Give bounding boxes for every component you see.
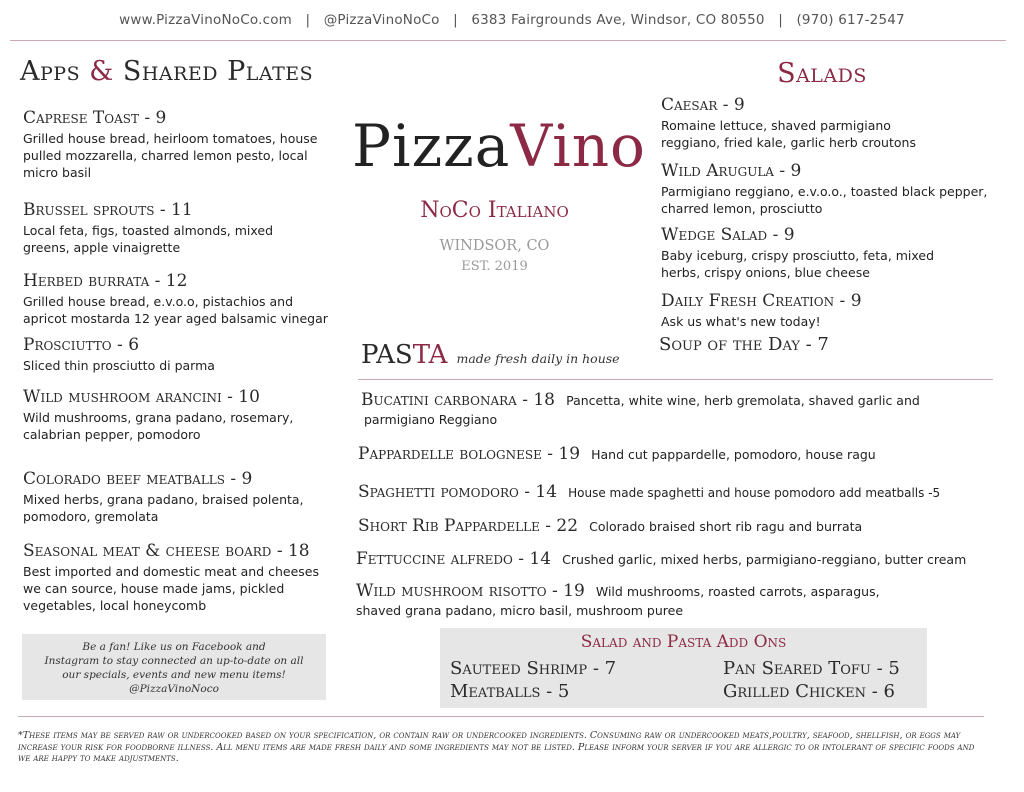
item-title: Seasonal meat & cheese board - 18	[23, 541, 310, 561]
pasta-item-short-rib	[358, 516, 862, 536]
logo-location: WINDSOR, CO	[439, 238, 550, 254]
item-desc: Romaine lettuce, shaved parmigiano reggiano, fried kale, garlic herb croutons	[661, 118, 916, 150]
logo-pizza: Pizza	[352, 112, 511, 180]
item-title: Wild mushroom arancini - 10	[23, 387, 260, 407]
logo	[352, 112, 646, 180]
addon-meatballs: Meatballs - 5	[450, 681, 570, 702]
item-title: Wedge Salad - 9	[661, 225, 795, 245]
item-desc: Best imported and domestic meat and cheeses we can source, house made jams, pickled vegetables, local honeycomb	[23, 564, 319, 613]
logo-vino: Vino	[510, 112, 646, 180]
item-desc: Local feta, figs, toasted almonds, mixed greens, apple vinaigrette	[23, 223, 274, 255]
item-desc: Wild mushrooms, roasted carrots, asparagus,	[595, 584, 880, 599]
salads-heading: Salads	[777, 58, 867, 89]
address: 6383 Fairgrounds Ave, Windsor, CO 80550	[471, 12, 765, 28]
separator: |	[453, 12, 458, 28]
phone[interactable]: (970) 617-2547	[796, 12, 905, 28]
separator: |	[305, 12, 311, 28]
social-callout	[22, 634, 326, 700]
item-desc: Pancetta, white wine, herb gremolata, shaved garlic and	[566, 393, 920, 408]
pasta-heading-t: TA	[412, 340, 448, 370]
item-title: Pappardelle bolognese - 19	[358, 444, 581, 464]
soup-of-the-day: Soup of the Day - 7	[659, 334, 829, 355]
item-desc: Hand cut pappardelle, pomodoro, house ragu	[591, 447, 876, 462]
item-title: Caesar - 9	[661, 95, 745, 115]
item-title: Spaghetti pomodoro - 14	[358, 482, 558, 502]
item-title: Fettuccine alfredo - 14	[356, 549, 552, 569]
item-title: Daily Fresh Creation - 9	[661, 291, 862, 311]
separator: |	[778, 12, 783, 28]
apps-heading-amp: &	[89, 56, 114, 87]
logo-established: EST. 2019	[461, 259, 528, 274]
item-title: Prosciutto - 6	[23, 335, 140, 355]
pasta-item-risotto	[356, 581, 880, 601]
item-desc: Sliced thin prosciutto di parma	[23, 358, 215, 373]
menu-item-brussel	[23, 200, 288, 256]
callout-line: Instagram to stay connected an up-to-date on all	[44, 655, 304, 667]
menu-item-arugula	[661, 161, 996, 217]
item-title: Bucatini carbonara - 18	[361, 390, 555, 410]
addon-shrimp: Sauteed Shrimp - 7	[450, 658, 617, 679]
item-desc: Parmigiano reggiano, e.v.o.o., toasted black pepper, charred lemon, prosciutto	[661, 184, 988, 216]
menu-item-meatballs	[23, 469, 323, 525]
pasta-item-pomodoro	[358, 482, 940, 502]
pasta-item-carbonara	[361, 390, 920, 410]
top-divider	[10, 40, 1006, 41]
item-desc-continued: shaved grana padano, micro basil, mushroom puree	[356, 603, 684, 618]
menu-item-burrata	[23, 271, 333, 327]
logo-wordmark	[352, 112, 646, 180]
item-desc-continued: parmigiano Reggiano	[364, 412, 498, 427]
menu-item-arancini	[23, 387, 308, 443]
callout-line: Be a fan! Like us on Facebook and	[82, 641, 266, 653]
pasta-item-alfredo	[356, 549, 966, 569]
item-title: Short Rib Pappardelle - 22	[358, 516, 579, 536]
apps-heading-word: Apps	[20, 56, 81, 87]
item-title: Wild Arugula - 9	[661, 161, 802, 181]
addons-heading: Salad and Pasta Add Ons	[580, 632, 787, 652]
item-desc: Mixed herbs, grana padano, braised polenta, pomodoro, gremolata	[23, 492, 304, 524]
pasta-heading	[361, 340, 620, 370]
menu-item-board	[23, 541, 328, 614]
item-title: Wild mushroom risotto - 19	[356, 581, 585, 601]
addons-box	[440, 628, 927, 708]
addon-chicken: Grilled Chicken - 6	[723, 681, 895, 702]
callout-handle[interactable]: @PizzaVinoNoco	[129, 683, 219, 695]
item-desc: Grilled house bread, e.v.o.o, pistachios and apricot mostarda 12 year aged balsamic vinegar	[23, 294, 328, 326]
menu-item-prosciutto	[23, 335, 328, 374]
logo-tagline: NoCo Italiano	[420, 198, 569, 223]
apps-heading-words: Shared Plates	[122, 56, 314, 87]
item-desc: Crushed garlic, mixed herbs, parmigiano-reggiano, butter cream	[562, 552, 967, 567]
item-title: Colorado beef meatballs - 9	[23, 469, 253, 489]
menu-item-daily	[661, 291, 991, 330]
pasta-heading-p: PAS	[361, 340, 413, 370]
menu-item-caprese	[23, 108, 328, 181]
apps-heading	[20, 56, 313, 87]
item-desc: Colorado braised short rib ragu and burrata	[589, 519, 863, 534]
allergy-disclaimer: *These items may be served raw or undercooked based on your specification, or contain raw or undercooked ingredients. Consuming raw or undercooked meats,poultry, seafood, shellfish, or eggs may increase your risk for foodborne illness. All menu items are made fresh daily and some ingredients may not be listed. Please inform your server if you are allergic to or intolerant of specific foods and we are happy to make adjustments.	[18, 730, 975, 764]
bottom-divider	[18, 716, 984, 717]
item-title: Brussel sprouts - 11	[23, 200, 193, 220]
social-handle[interactable]: @PizzaVinoNoCo	[323, 12, 440, 28]
menu-item-wedge	[661, 225, 956, 281]
contact-bar	[0, 12, 1024, 28]
item-desc: House made spaghetti and house pomodoro add meatballs -5	[568, 486, 941, 500]
pasta-subtitle: made fresh daily in house	[456, 351, 620, 366]
pasta-item-bolognese	[358, 444, 876, 464]
website-link[interactable]: www.PizzaVinoNoCo.com	[119, 12, 293, 28]
item-desc: Baby iceburg, crispy prosciutto, feta, mixed herbs, crispy onions, blue cheese	[661, 248, 935, 280]
menu-item-caesar	[661, 95, 961, 151]
item-desc: Grilled house bread, heirloom tomatoes, house pulled mozzarella, charred lemon pesto, local micro basil	[23, 131, 318, 180]
addon-tofu: Pan Seared Tofu - 5	[723, 658, 900, 679]
item-title: Herbed burrata - 12	[23, 271, 188, 291]
callout-line: our specials, events and new menu items!	[62, 669, 286, 681]
item-title: Caprese Toast - 9	[23, 108, 167, 128]
pasta-divider	[358, 379, 993, 380]
item-desc: Ask us what's new today!	[661, 314, 821, 329]
item-desc: Wild mushrooms, grana padano, rosemary, calabrian pepper, pomodoro	[23, 410, 294, 442]
